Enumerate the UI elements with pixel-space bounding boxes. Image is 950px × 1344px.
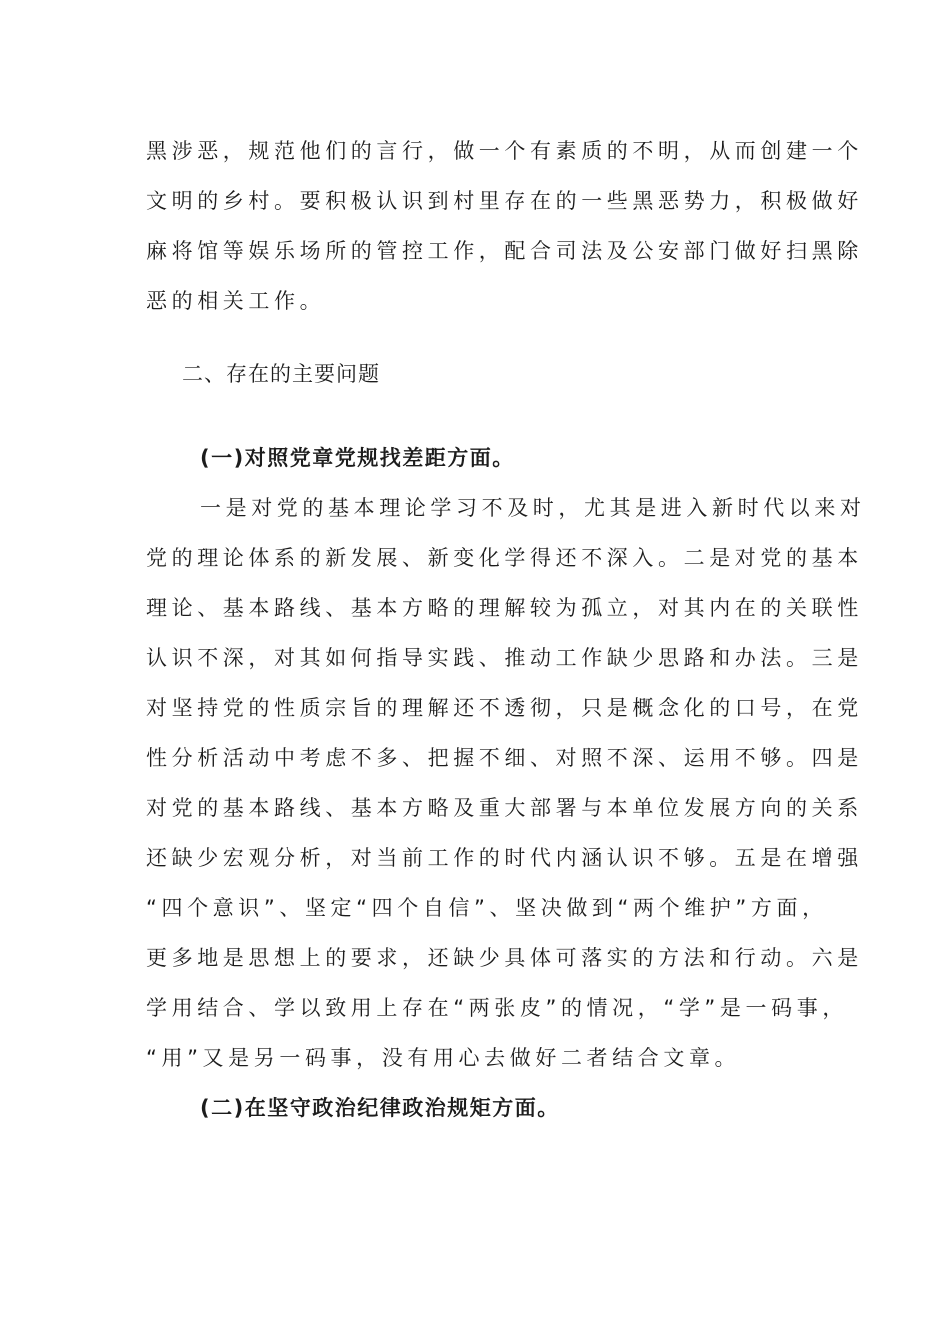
subsection-1-line-4: 认识不深，对其如何指导实践、推动工作缺少思路和办法。三是 xyxy=(146,646,863,670)
intro-line-4: 恶的相关工作。 xyxy=(146,289,326,313)
intro-line-2: 文明的乡村。要积极认识到村里存在的一些黑恶势力，积极做好 xyxy=(146,189,863,213)
subsection-1-line-8: 还缺少宏观分析，对当前工作的时代内涵认识不够。五是在增强 xyxy=(146,846,863,870)
subsection-1-title: (一)对照党章党规找差距方面。 xyxy=(200,446,515,470)
subsection-1-line-7: 对党的基本路线、基本方略及重大部署与本单位发展方向的关系 xyxy=(146,796,863,820)
subsection-1-line-3: 理论、基本路线、基本方略的理解较为孤立，对其内在的关联性 xyxy=(146,596,863,620)
subsection-1-line-12: “用”又是另一码事，没有用心去做好二者结合文章。 xyxy=(146,1046,741,1070)
subsection-1-line-2: 党的理论体系的新发展、新变化学得还不深入。二是对党的基本 xyxy=(146,546,863,570)
intro-line-3: 麻将馆等娱乐场所的管控工作，配合司法及公安部门做好扫黑除 xyxy=(146,239,863,263)
subsection-1-line-1: 一是对党的基本理论学习不及时，尤其是进入新时代以来对 xyxy=(200,496,866,520)
subsection-2-title: (二)在坚守政治纪律政治规矩方面。 xyxy=(200,1096,560,1120)
subsection-1-line-10: 更多地是思想上的要求，还缺少具体可落实的方法和行动。六是 xyxy=(146,946,863,970)
subsection-1-line-6: 性分析活动中考虑不多、把握不细、对照不深、运用不够。四是 xyxy=(146,746,863,770)
intro-line-1: 黑涉恶，规范他们的言行，做一个有素质的不明，从而创建一个 xyxy=(146,139,863,163)
subsection-1-line-11: 学用结合、学以致用上存在“两张皮”的情况，“学”是一码事， xyxy=(146,996,848,1020)
subsection-1-line-9: “四个意识”、坚定“四个自信”、坚决做到“两个维护”方面， xyxy=(146,896,828,920)
subsection-1-line-5: 对坚持党的性质宗旨的理解还不透彻，只是概念化的口号，在党 xyxy=(146,696,863,720)
section-heading: 二、存在的主要问题 xyxy=(182,362,380,386)
